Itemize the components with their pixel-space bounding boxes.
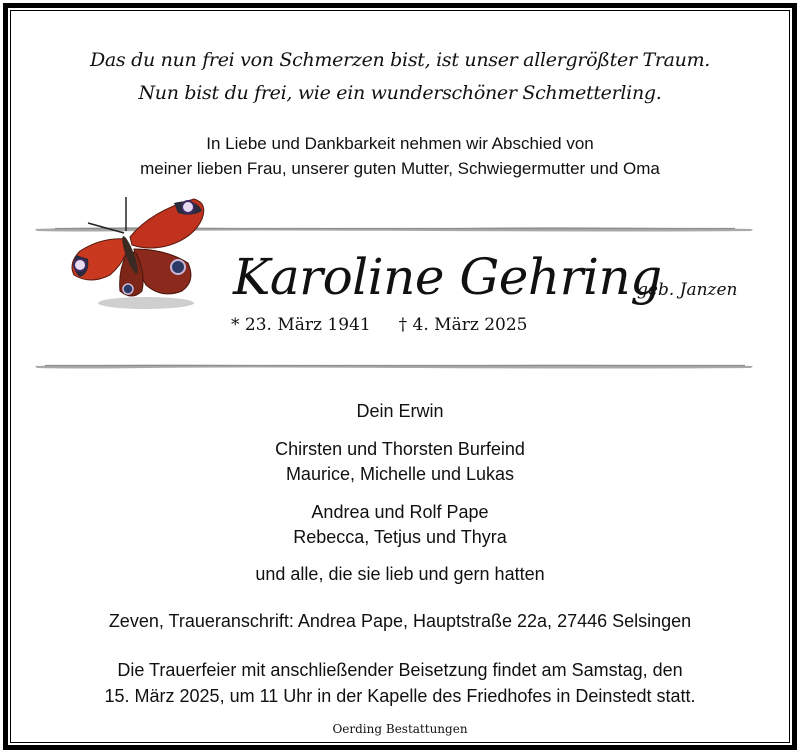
deceased-name: Karoline Gehring [233, 248, 662, 306]
intro-line-1: In Liebe und Dankbarkeit nehmen wir Abschied von [206, 134, 594, 153]
intro-line-2: meiner lieben Frau, unserer guten Mutter, Schwiegermutter und Oma [140, 159, 660, 178]
family-burfeind-line-1: Chirsten und Thorsten Burfeind [275, 439, 525, 459]
family-burfeind [0, 437, 800, 487]
poem-line-1: Das du nun frei von Schmerzen bist, ist unser allergrößter Traum. [89, 49, 711, 71]
mourning-address: Zeven, Traueranschrift: Andrea Pape, Hauptstraße 22a, 27446 Selsingen [108, 611, 692, 631]
ceremony-info [0, 657, 800, 709]
death-date: † 4. März 2025 [398, 315, 528, 335]
family-burfeind-line-2: Maurice, Michelle und Lukas [285, 464, 515, 484]
ceremony-line-2: 15. März 2025, um 11 Uhr in der Kapelle des Friedhofes in Deinstedt statt. [104, 686, 696, 706]
birth-date: * 23. März 1941 [231, 315, 371, 335]
husband: Dein Erwin [356, 401, 444, 421]
life-dates [231, 315, 527, 335]
maiden-name: geb. Janzen [637, 280, 738, 300]
family-pape [0, 500, 800, 550]
inner-border [10, 10, 790, 743]
poem-line-2: Nun bist du frei, wie ein wunderschöner Schmetterling. [138, 82, 662, 104]
poem [0, 44, 800, 110]
intro-text [0, 131, 800, 181]
ceremony-line-1: Die Trauerfeier mit anschließender Beisetzung findet am Samstag, den [117, 660, 683, 680]
family-pape-line-1: Andrea und Rolf Pape [311, 502, 489, 522]
family-pape-line-2: Rebecca, Tetjus und Thyra [293, 527, 507, 547]
peacock-butterfly-icon [66, 193, 212, 315]
bottom-brush-rule [35, 362, 753, 368]
undertaker: Oerding Bestattungen [332, 722, 468, 736]
other-mourners: und alle, die sie lieb und gern hatten [255, 564, 545, 584]
